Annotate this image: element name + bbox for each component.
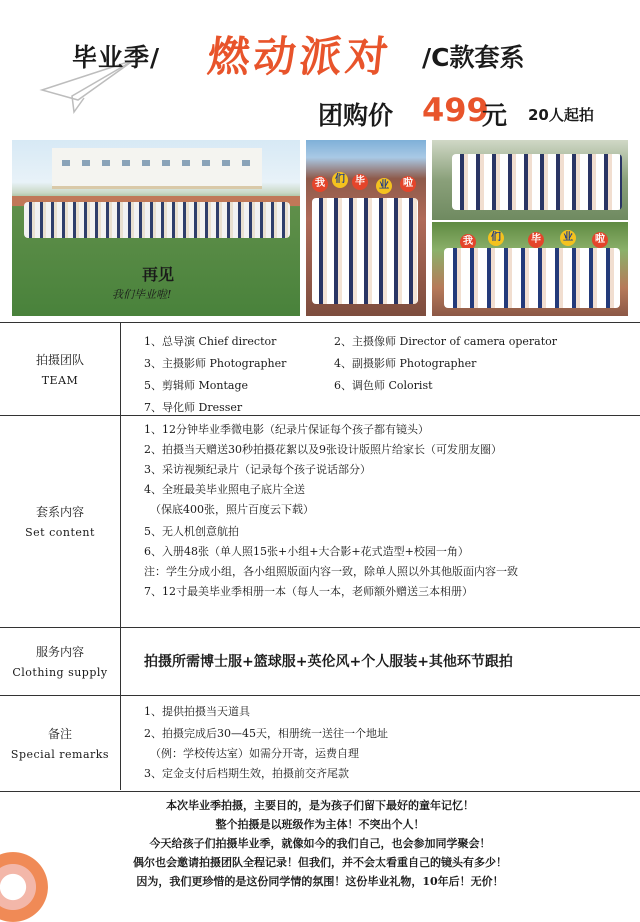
remarks-label-cn: 备注 xyxy=(47,726,72,741)
sign-char: 我 xyxy=(460,234,476,250)
title-main: 燃动派对 xyxy=(205,32,395,81)
price-unit: 元 xyxy=(482,101,508,130)
sign-char: 啦 xyxy=(592,232,608,248)
sign-char: 毕 xyxy=(528,232,544,248)
row-team xyxy=(0,323,640,416)
content-item: 2、拍摄当天赠送30秒拍摄花絮以及9张设计版照片给家长（可发朋友圈） xyxy=(144,443,502,456)
team-item: 2、主摄像师 Director of camera operator xyxy=(334,335,558,348)
team-item: 7、导化师 Dresser xyxy=(144,401,243,414)
students-seated xyxy=(444,248,620,308)
footer-line: 本次毕业季拍摄，主要目的，是为孩子们留下最好的童年记忆！ xyxy=(166,799,474,812)
team-item: 6、调色师 Colorist xyxy=(334,379,433,392)
clothing-text: 拍摄所需博士服+篮球服+英伦风+个人服装+其他环节跟拍 xyxy=(144,654,513,670)
title-right: /C款套系 xyxy=(422,43,525,72)
row-remarks xyxy=(0,695,640,790)
students-line xyxy=(24,202,290,238)
footer-line: 因为，我们更珍惜的是这份同学情的氛围！这份毕业礼物，10年后！无价！ xyxy=(136,875,504,888)
sign-char: 业 xyxy=(376,178,392,194)
footer-line: 偶尔也会邀请拍摄团队全程记录！但我们，并不会太看重自己的镜头有多少！ xyxy=(133,856,507,869)
sign-char: 毕 xyxy=(352,174,368,190)
content-item: 6、入册48张（单人照15张+小组+大合影+花式造型+校园一角） xyxy=(144,545,469,558)
footer-line: 整个拍摄是以班级作为主体！不突出个人！ xyxy=(215,818,425,831)
team-item: 4、副摄影师 Photographer xyxy=(334,357,477,370)
footer-line: 今天给孩子们拍摄毕业季，就像如今的我们自己，也会参加同学聚会！ xyxy=(149,837,491,850)
content-label-cn: 套系内容 xyxy=(35,505,84,519)
remarks-item: 1、提供拍摄当天道具 xyxy=(144,705,250,718)
row-content xyxy=(0,415,640,628)
price-value: 499 xyxy=(422,91,489,129)
footer-message xyxy=(0,796,640,891)
remarks-list xyxy=(130,695,630,790)
sign-char: 们 xyxy=(488,230,504,246)
sign-char: 业 xyxy=(560,230,576,246)
content-item: 5、无人机创意航拍 xyxy=(144,525,239,538)
package-table xyxy=(0,322,640,792)
price-label: 团购价 xyxy=(318,101,394,130)
clothing-label-en: Clothing supply xyxy=(12,666,108,679)
remarks-header xyxy=(0,695,121,790)
title-row xyxy=(0,20,640,80)
team-item: 1、总导演 Chief director xyxy=(144,335,277,348)
photo-caption-sub: 我们毕业啦! xyxy=(112,288,172,301)
clothing-label-cn: 服务内容 xyxy=(35,645,84,659)
clothing-cell xyxy=(130,627,630,695)
photo-stairs-signs xyxy=(306,140,426,316)
students-jumping xyxy=(452,154,622,210)
content-header xyxy=(0,415,121,627)
content-item: 4、全班最美毕业照电子底片全送 xyxy=(144,483,305,496)
content-item: 1、12分钟毕业季微电影（纪录片保证每个孩子都有镜头） xyxy=(144,423,429,436)
remarks-item: 2、拍摄完成后30—45天，相册统一送往一个地址 xyxy=(144,727,388,740)
content-item: （保底400张，照片百度云下载） xyxy=(150,503,314,516)
clothing-header xyxy=(0,627,121,695)
team-label-cn: 拍摄团队 xyxy=(35,353,84,367)
photo-jumping-kids xyxy=(432,140,628,220)
sign-char: 们 xyxy=(332,172,348,188)
team-list xyxy=(130,323,630,415)
remarks-item: 3、定金支付后档期生效，拍摄前交齐尾款 xyxy=(144,767,349,780)
team-item: 3、主摄影师 Photographer xyxy=(144,357,287,370)
min-people: 20人起拍 xyxy=(528,106,594,124)
content-note: 注：学生分成小组，各小组照版面内容一致，除单人照以外其他版面内容一致 xyxy=(144,565,518,578)
content-label-en: Set content xyxy=(25,526,95,539)
students-row-top xyxy=(312,198,418,254)
sign-char: 我 xyxy=(312,176,328,192)
remarks-item: （例：学校传达室）如需分开寄，运费自理 xyxy=(150,747,359,760)
students-row-bottom xyxy=(312,248,418,304)
remarks-label-en: Special remarks xyxy=(10,747,110,761)
title-left: 毕业季/ xyxy=(72,43,161,72)
photo-caption: 再见 xyxy=(142,265,175,284)
school-building xyxy=(52,148,262,189)
team-item: 5、剪辑师 Montage xyxy=(144,379,248,392)
price-row xyxy=(318,92,618,132)
content-list xyxy=(130,415,630,627)
content-item: 3、采访视频纪录片（记录每个孩子说话部分） xyxy=(144,463,371,476)
photo-playground-group xyxy=(12,140,300,316)
photo-sign-holders xyxy=(432,222,628,316)
content-item: 7、12寸最美毕业季相册一本（每人一本，老师额外赠送三本相册） xyxy=(144,585,473,598)
sign-char: 啦 xyxy=(400,176,416,192)
team-header xyxy=(0,323,121,415)
row-clothing xyxy=(0,627,640,696)
team-label-en: TEAM xyxy=(41,374,79,387)
